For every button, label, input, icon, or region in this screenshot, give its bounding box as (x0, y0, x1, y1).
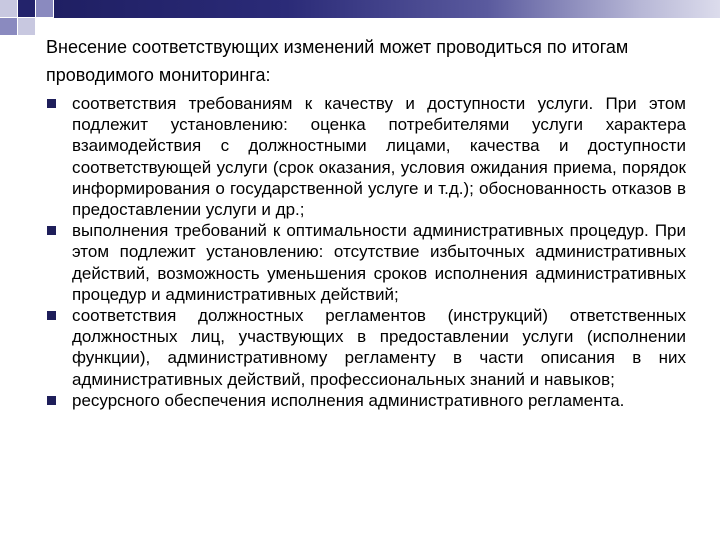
bullet-item (46, 93, 686, 220)
bullet-text: выполнения требований к оптимальности административных процедур. При этом подлежит установлению: отсутствие избыточных административных действий, возможность уменьшения сроков исполнения административных процедур и административных действий; (72, 221, 686, 304)
bullet-item (46, 220, 686, 305)
bullet-item (46, 390, 686, 411)
checker-square (18, 18, 35, 35)
header-gradient-bar (54, 0, 720, 18)
bullet-list (46, 93, 686, 411)
square-bullet-icon (47, 226, 56, 235)
checker-square (0, 18, 17, 35)
bullet-text: соответствия требованиям к качеству и доступности услуги. При этом подлежит установлению: оценка потребителями услуги характера взаимодействия с должностными лицами, качества и доступности соответствующей услуги (срок оказания, условия ожидания приема, порядок информирования о государственной услуге и т.д.); обоснованность отказов в предоставлении услуги и др.; (72, 94, 686, 220)
checker-square (18, 0, 35, 17)
checker-square (36, 0, 53, 17)
slide-heading: Внесение соответствующих изменений может проводиться по итогам проводимого мониторинга: (46, 37, 629, 85)
square-bullet-icon (47, 99, 56, 108)
bullet-item (46, 305, 686, 390)
square-bullet-icon (47, 311, 56, 320)
bullet-text: ресурсного обеспечения исполнения административного регламента. (72, 390, 625, 410)
bullet-text: соответствия должностных регламентов (инструкций) ответственных должностных лиц, участвующих в предоставлении услуги (исполнении функции), административному регламенту в части описания в них административных действий, профессиональных знаний и навыков; (72, 306, 686, 389)
checker-decoration (0, 0, 54, 36)
square-bullet-icon (47, 396, 56, 405)
checker-square (0, 0, 17, 17)
